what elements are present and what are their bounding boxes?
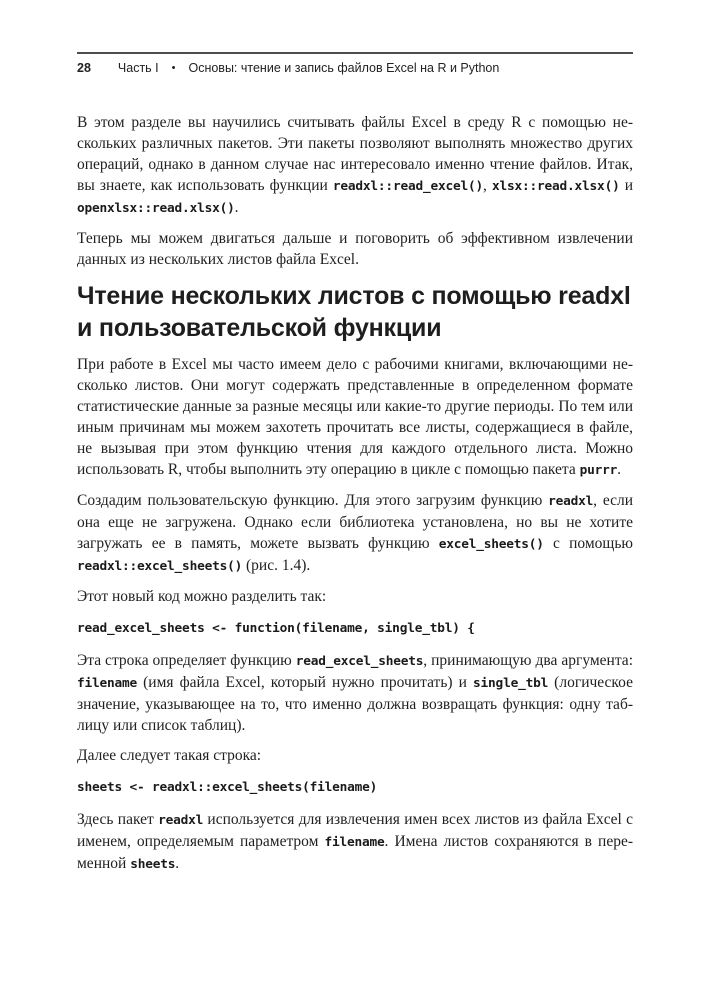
page-number: 28 [77, 61, 91, 75]
section-heading-line1: Чтение нескольких листов с помощью readxl [77, 282, 631, 310]
paragraph-function-arguments: Эта строка определяет функцию read_excel_sheets, принимающую два аргумента: filename (имя файла Excel, который нужно прочитать) и single_tbl (логическое значение, указывающее на то, что именно должна возвращать функция: одну таблицу или список таблиц). [77, 652, 633, 734]
paragraph-transition: Теперь мы можем двигаться дальше и поговорить об эффективном извлечении данных из нескольких листов файла Excel. [77, 230, 633, 268]
inline-code: xlsx::read.xlsx() [492, 179, 620, 194]
inline-code: excel_sheets() [438, 537, 544, 552]
header-bullet-separator: • [171, 62, 176, 74]
inline-code: single_tbl [473, 676, 549, 691]
paragraph-custom-function: Создадим пользовательскую функцию. Для этого загрузим функцию readxl, если она еще не загружена. Однако если библиотека установлена, но вы не хотите загружать ее в память, можете вызвать функцию excel_sheets() с помощью readxl::excel_sheets() (рис. 1.4). [77, 492, 633, 574]
inline-code: readxl [548, 494, 594, 509]
inline-code: filename [324, 835, 385, 850]
section-heading [77, 280, 633, 344]
inline-code: readxl::read_excel() [332, 179, 483, 194]
inline-code: sheets [130, 857, 176, 872]
paragraph-workbooks-intro: При работе в Excel мы часто имеем дело с рабочими книгами, включающими несколько листов. Они могут содержать представленные в определенном формате статистические данные за разные месяцы или какие-то другие периоды. По тем или иным причинам мы можем захотеть прочитать все листы, содержащиеся в файле, не вызывая при этом функцию чтения для каждого отдельного листа. Можно использовать R, чтобы выполнить эту операцию в цикле с помощью пакета purrr. [77, 356, 633, 478]
paragraph-sheets-explanation: Здесь пакет readxl используется для извлечения имен всех листов из файла Excel с именем, определяемым параметром filename. Имена листов сохраняются в переменной sheets. [77, 811, 633, 872]
inline-code: readxl::excel_sheets() [77, 559, 243, 574]
header-section-title: Основы: чтение и запись файлов Excel на R и Python [188, 61, 500, 75]
inline-code: readxl [158, 813, 204, 828]
running-header [77, 52, 633, 77]
page-content [77, 0, 633, 884]
inline-code: openxlsx::read.xlsx() [77, 201, 235, 216]
inline-code: read_excel_sheets [295, 654, 424, 669]
inline-code: filename [77, 676, 138, 691]
section-heading-line2: и пользовательской функции [77, 314, 442, 342]
paragraph-next-line-lead: Далее следует такая строка: [77, 747, 262, 764]
part-label: Часть I [117, 61, 159, 75]
code-line-excel-sheets: sheets <- readxl::excel_sheets(filename) [77, 780, 378, 795]
paragraph-code-split-lead: Этот новый код можно разделить так: [77, 588, 327, 605]
code-line-function-definition: read_excel_sheets <- function(filename, single_tbl) { [77, 621, 475, 636]
paragraph-summary-packages: В этом разделе вы научились считывать файлы Excel в среду R с помощью нескольких различных пакетов. Эти пакеты позволяют выполнять множество других операций, однако в данном случае нас интересовало именно чтение файлов. Итак, вы знаете, как использовать функции readxl::read_excel(), xlsx::read.xlsx() и openxlsx::read.xlsx(). [77, 114, 633, 216]
inline-code: purrr [579, 463, 618, 478]
